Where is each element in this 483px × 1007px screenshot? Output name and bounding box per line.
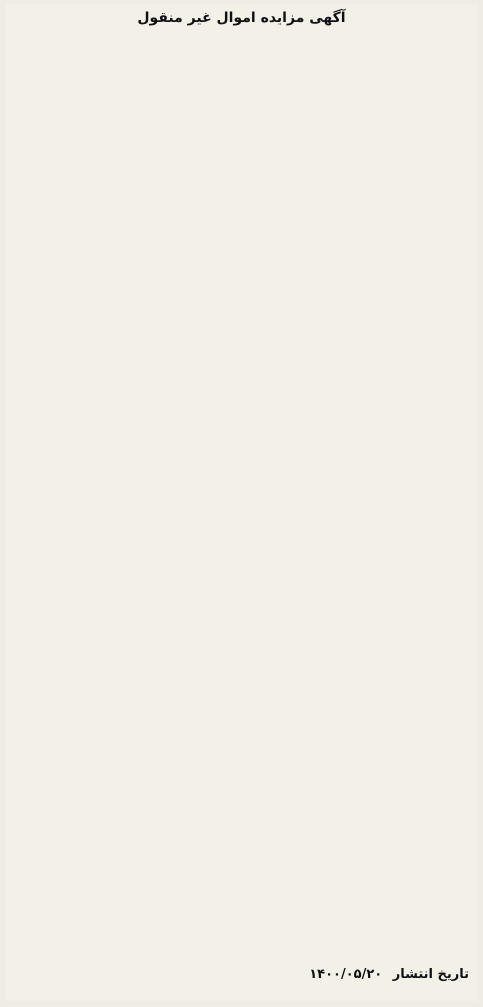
- auction-notice: [6, 4, 477, 1001]
- publish-date-value: ۱۴۰۰/۰۵/۲۰: [309, 967, 383, 982]
- publish-date: [14, 962, 469, 988]
- notice-title: آگهی مزایده اموال غیر منقول: [137, 10, 346, 26]
- publish-date-label: تاریخ انتشار: [392, 967, 469, 982]
- notice-body-text: [14, 30, 469, 962]
